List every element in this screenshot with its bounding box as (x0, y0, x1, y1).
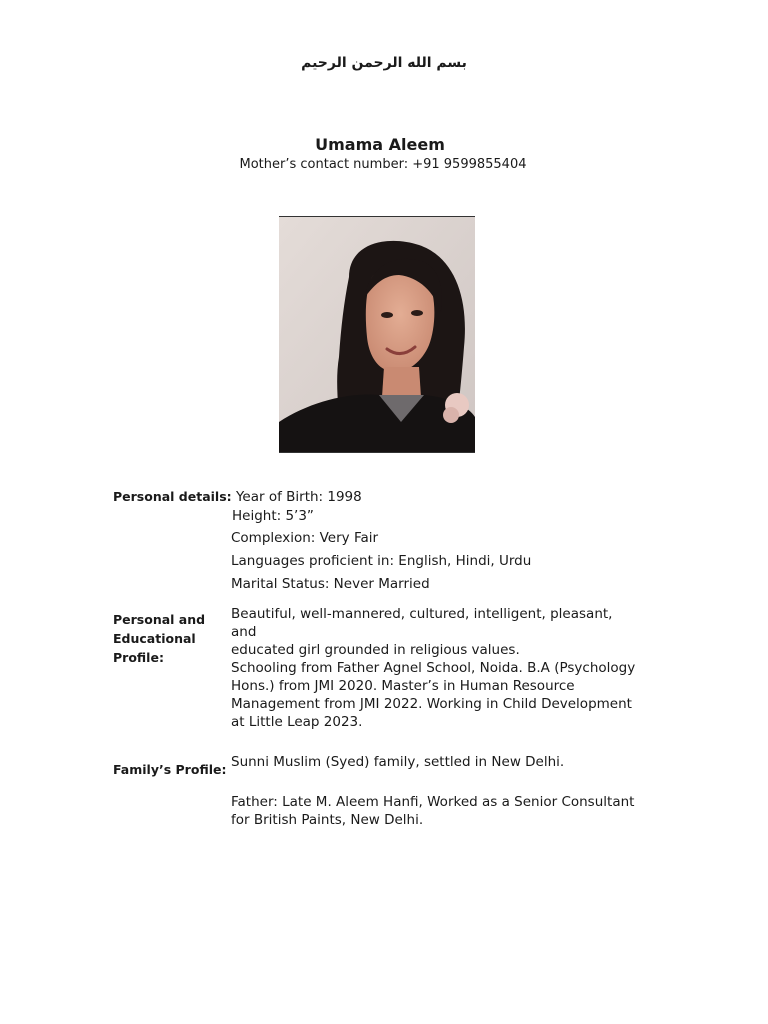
contact-number: Mother’s contact number: +91 9599855404 (239, 157, 527, 172)
portrait-photo (279, 216, 475, 453)
profile-text-line: educated girl grounded in religious values. (231, 642, 520, 658)
profile-text-line: Beautiful, well-mannered, cultured, intelligent, pleasant, and (231, 606, 613, 640)
personal-educational-profile-label (113, 610, 205, 667)
father-text-line: for British Paints, New Delhi. (231, 812, 424, 828)
family-profile-label: Family’s Profile: (113, 762, 227, 777)
profile-label-line: Educational (113, 631, 196, 646)
candidate-name: Umama Aleem (315, 135, 445, 154)
marital-status-value: Marital Status: Never Married (231, 576, 430, 592)
father-text-line: Father: Late M. Aleem Hanfi, Worked as a Senior Consultant (231, 794, 635, 810)
family-description: Sunni Muslim (Syed) family, settled in New Delhi. (231, 754, 565, 770)
profile-description (231, 605, 641, 731)
year-of-birth: Year of Birth: 1998 (235, 489, 362, 505)
languages-value: Languages proficient in: English, Hindi, Urdu (231, 553, 532, 569)
profile-text-line: Schooling from Father Agnel School, Noida. B.A (Psychology (231, 660, 636, 676)
height-value: Height: 5’3” (232, 508, 314, 524)
profile-text-line: Hons.) from JMI 2020. Master’s in Human Resource (231, 678, 575, 694)
profile-label-line: Personal and (113, 612, 206, 627)
complexion-value: Complexion: Very Fair (231, 530, 379, 546)
profile-text-line: Management from JMI 2022. Working in Child Development (231, 696, 632, 712)
bismillah-heading: بسم الله الرحمن الرحيم (301, 55, 467, 71)
profile-label-line: Profile: (113, 650, 164, 665)
father-details (231, 793, 641, 829)
profile-text-line: at Little Leap 2023. (231, 714, 363, 730)
personal-details-row (113, 488, 362, 506)
personal-details-label: Personal details: (113, 489, 232, 504)
